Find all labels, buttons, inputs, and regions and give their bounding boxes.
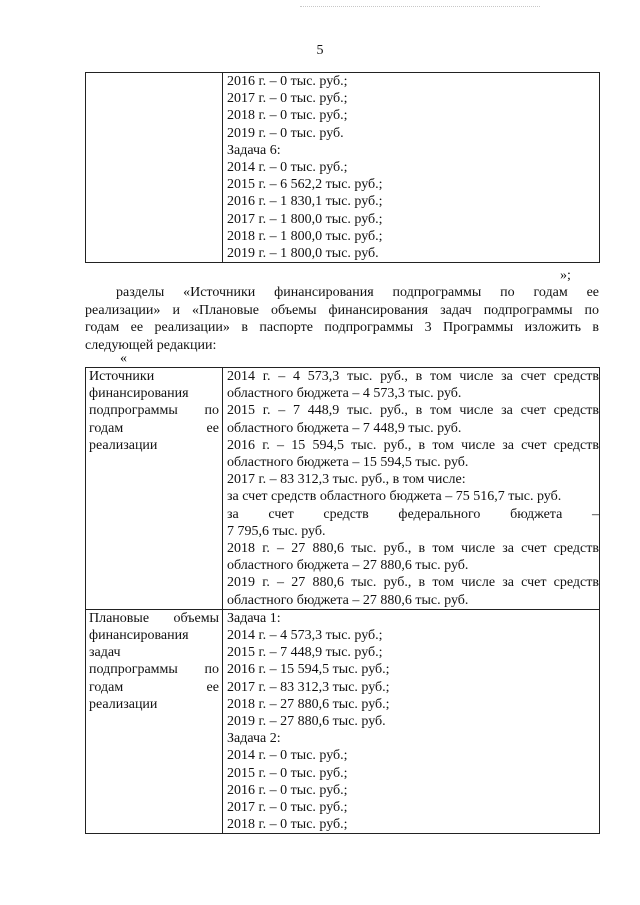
paragraph-line: разделы «Источники финансирования подпрограммы по годам ее bbox=[116, 285, 599, 300]
paragraph-line: реализации» и «Плановые объемы финансирования задач подпрограммы по bbox=[85, 302, 599, 318]
funding-line: 2016 г. – 1 830,1 тыс. руб.; bbox=[227, 194, 383, 210]
funding-line: 2017 г. – 1 800,0 тыс. руб.; bbox=[227, 211, 383, 227]
closing-quote: »; bbox=[560, 268, 571, 283]
label-line: реализации bbox=[89, 696, 158, 712]
label-line: подпрограммы по bbox=[89, 662, 219, 678]
opening-quote: « bbox=[120, 351, 127, 366]
paragraph-line: следующей редакции: bbox=[85, 337, 217, 353]
funding-line: областного бюджета – 27 880,6 тыс. руб. bbox=[227, 558, 469, 574]
row-values-planned-volumes bbox=[223, 609, 600, 834]
funding-line: 2017 г. – 0 тыс. руб.; bbox=[227, 91, 348, 107]
body-paragraph bbox=[85, 284, 599, 354]
page-number: 5 bbox=[316, 43, 324, 58]
funding-line: 2017 г. – 83 312,3 тыс. руб.; bbox=[227, 679, 390, 695]
label-line: реализации bbox=[89, 437, 158, 453]
label-line: годам ее bbox=[89, 679, 219, 695]
funding-line: 2019 г. – 1 800,0 тыс. руб. bbox=[227, 246, 379, 262]
funding-line: 2014 г. – 0 тыс. руб.; bbox=[227, 748, 348, 764]
label-line: Плановые объемы bbox=[89, 610, 219, 626]
funding-line: 2018 г. – 0 тыс. руб.; bbox=[227, 108, 348, 124]
funding-line: 2015 г. – 7 448,9 тыс. руб.; bbox=[227, 645, 383, 661]
funding-line: 2019 г. – 0 тыс. руб. bbox=[227, 125, 344, 141]
funding-line: 2014 г. – 4 573,3 тыс. руб., в том числе за счет средств bbox=[227, 369, 599, 384]
label-line: подпрограммы по bbox=[89, 403, 219, 419]
table-row bbox=[86, 73, 600, 263]
task-heading: Задача 6: bbox=[227, 142, 281, 158]
funding-line: 2017 г. – 83 312,3 тыс. руб., в том числе: bbox=[227, 472, 466, 488]
label-line: Источники bbox=[89, 369, 155, 384]
table-row bbox=[86, 368, 600, 610]
funding-line: 2014 г. – 0 тыс. руб.; bbox=[227, 160, 348, 176]
label-line: финансирования bbox=[89, 628, 189, 644]
funding-line: областного бюджета – 15 594,5 тыс. руб. bbox=[227, 455, 469, 471]
label-line: задач bbox=[89, 645, 121, 661]
continuation-table bbox=[85, 72, 600, 263]
funding-line: 2018 г. – 0 тыс. руб.; bbox=[227, 817, 348, 833]
funding-line: 2017 г. – 0 тыс. руб.; bbox=[227, 800, 348, 816]
funding-line: 2015 г. – 7 448,9 тыс. руб., в том числе за счет средств bbox=[227, 403, 599, 419]
task-heading: Задача 1: bbox=[227, 610, 281, 626]
funding-line: 2019 г. – 27 880,6 тыс. руб. bbox=[227, 714, 386, 730]
scan-artifact bbox=[300, 6, 540, 10]
funding-line: 2018 г. – 1 800,0 тыс. руб.; bbox=[227, 228, 383, 244]
table-row bbox=[86, 609, 600, 834]
row-label-funding-sources bbox=[86, 368, 223, 610]
funding-line: 2016 г. – 0 тыс. руб.; bbox=[227, 74, 348, 89]
label-line: финансирования bbox=[89, 386, 189, 402]
funding-line: 7 795,6 тыс. руб. bbox=[227, 523, 326, 539]
funding-line: за счет средств федерального бюджета – bbox=[227, 506, 599, 522]
funding-line: областного бюджета – 4 573,3 тыс. руб. bbox=[227, 386, 462, 402]
row-values-funding-sources bbox=[223, 368, 600, 610]
funding-line: 2016 г. – 15 594,5 тыс. руб., в том числе за счет средств bbox=[227, 437, 599, 453]
funding-line: 2019 г. – 27 880,6 тыс. руб., в том числе за счет средств bbox=[227, 575, 599, 591]
table-cell-label-empty bbox=[86, 73, 223, 263]
row-label-planned-volumes bbox=[86, 609, 223, 834]
funding-line: 2016 г. – 0 тыс. руб.; bbox=[227, 782, 348, 798]
funding-line: областного бюджета – 27 880,6 тыс. руб. bbox=[227, 592, 469, 608]
funding-line: 2015 г. – 0 тыс. руб.; bbox=[227, 765, 348, 781]
funding-line: 2014 г. – 4 573,3 тыс. руб.; bbox=[227, 628, 383, 644]
funding-line: 2015 г. – 6 562,2 тыс. руб.; bbox=[227, 177, 383, 193]
funding-line: областного бюджета – 7 448,9 тыс. руб. bbox=[227, 420, 462, 436]
funding-line: за счет средств областного бюджета – 75 516,7 тыс. руб. bbox=[227, 489, 562, 505]
funding-line: 2016 г. – 15 594,5 тыс. руб.; bbox=[227, 662, 390, 678]
passport-table bbox=[85, 367, 600, 834]
paragraph-line: годам ее реализации» в паспорте подпрограммы 3 Программы изложить в bbox=[85, 320, 599, 335]
funding-line: 2018 г. – 27 880,6 тыс. руб., в том числе за счет средств bbox=[227, 541, 599, 557]
funding-line: 2018 г. – 27 880,6 тыс. руб.; bbox=[227, 696, 390, 712]
table-cell-values bbox=[223, 73, 600, 263]
task-heading: Задача 2: bbox=[227, 731, 281, 747]
label-line: годам ее bbox=[89, 420, 219, 436]
